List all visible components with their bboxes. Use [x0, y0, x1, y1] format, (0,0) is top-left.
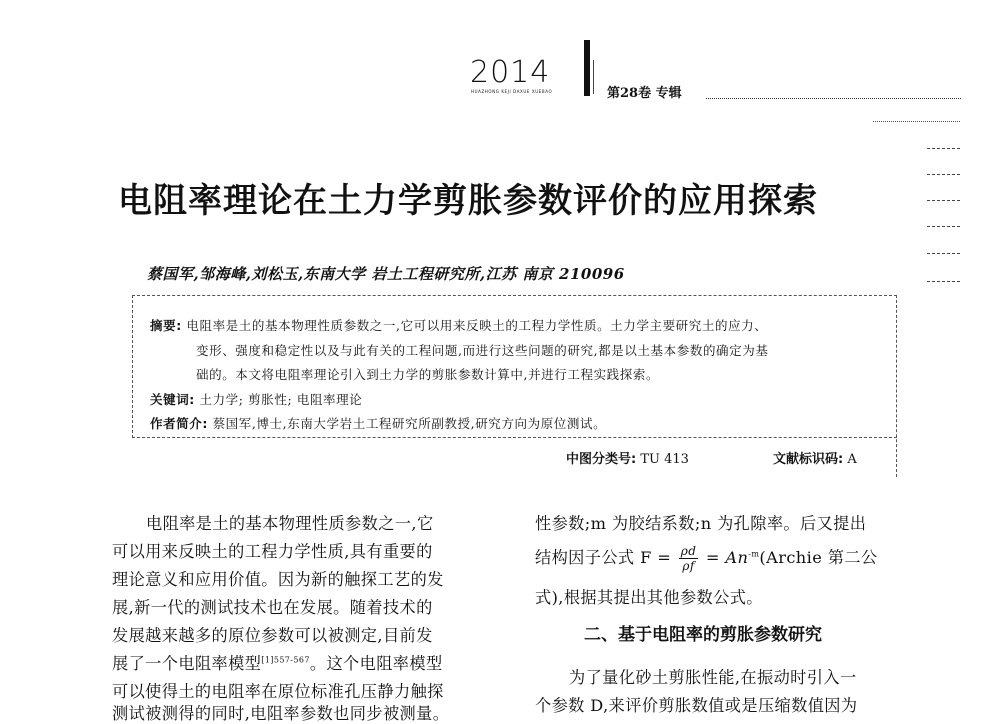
body-text: 结构因子公式 F = [535, 548, 677, 567]
margin-rule [873, 121, 960, 122]
author-bio-line [150, 414, 606, 432]
margin-dash [927, 148, 960, 149]
header-bar [584, 40, 590, 96]
abstract-line-1 [150, 316, 767, 334]
body-line: 个参数 D,来评价剪胀数值或是压缩数值因为 [535, 696, 858, 715]
margin-dash [927, 253, 960, 254]
body-text: 。这个电阻率模型 [309, 654, 443, 673]
margin-dash [927, 200, 960, 201]
abstract-line-3: 础的。本文将电阻率理论引入到土力学的剪胀参数计算中,并进行工程实践探索。 [196, 367, 660, 382]
body-line: 可以用来反映土的工程力学性质,具有重要的 [112, 542, 433, 561]
body-line: 可以使得土的电阻率在原位标准孔压静力触探 [112, 682, 444, 701]
body-line: 理论意义和应用价值。因为新的触探工艺的发 [112, 570, 444, 589]
margin-dash [927, 226, 960, 227]
body-line: 展,新一代的测试技术也在发展。随着技术的 [112, 598, 433, 617]
formula-line [535, 544, 878, 573]
doc-code-value: A [847, 452, 857, 467]
doc-code-label: 文献标识码: [773, 452, 844, 467]
abstract-text: 电阻率是土的基本物理性质参数之一,它可以用来反映土的工程力学性质。土力学主要研究土的应力、 [186, 318, 768, 333]
body-line: 性参数;m 为胶结系数;n 为孔隙率。后又提出 [535, 514, 867, 533]
body-line: 电阻率是土的基本物理性质参数之一,它 [146, 514, 434, 533]
abstract-label: 摘要: [150, 318, 182, 333]
body-text: 展了一个电阻率模型 [112, 654, 262, 673]
clc-value: TU 413 [640, 452, 689, 467]
formula-numerator: ρd [680, 544, 697, 558]
abstract-box-edge [896, 295, 897, 477]
bio-label: 作者简介: [150, 416, 208, 431]
author-bio: 蔡国军,博士,东南大学岩土工程研究所副教授,研究方向为原位测试。 [212, 416, 607, 431]
section-heading: 二、基于电阻率的剪胀参数研究 [584, 625, 822, 645]
body-line: 发展越来越多的原位参数可以被测定,目前发 [112, 626, 433, 645]
formula-denominator: ρf [682, 559, 695, 573]
volume-label: 第28卷 专辑 [607, 86, 682, 101]
clc-number [566, 448, 689, 467]
body-line: 为了量化砂土剪胀性能,在振动时引入一 [569, 668, 857, 687]
margin-dash [927, 174, 960, 175]
keywords: 土力学; 剪胀性; 电阻率理论 [199, 392, 363, 407]
margin-dash [927, 281, 960, 282]
abstract-line-2: 变形、强度和稳定性以及与此有关的工程问题,而进行这些问题的研究,都是以土基本参数的确定为基 [196, 343, 769, 358]
header-bar-thin [593, 60, 594, 94]
body-line: 式),根据其提出其他参数公式。 [535, 588, 763, 607]
header-rule [706, 98, 961, 99]
author-affiliation: 蔡国军,邹海峰,刘松玉,东南大学 岩土工程研究所,江苏 南京 210096 [147, 265, 625, 283]
formula-fraction [679, 544, 699, 573]
body-line [112, 650, 443, 674]
journal-year: 2014 [470, 55, 551, 90]
formula-exponent: -m [748, 549, 760, 559]
document-code [773, 448, 857, 467]
paper-title: 电阻率理论在土力学剪胀参数评价的应用探索 [118, 181, 818, 221]
formula-text: = An [700, 548, 749, 567]
body-text: (Archie 第二公 [759, 548, 878, 567]
keywords-label: 关键词: [150, 392, 195, 407]
keywords-line [150, 390, 362, 408]
clc-label: 中图分类号: [566, 452, 637, 467]
citation: [1]557-567 [261, 655, 310, 665]
journal-subtitle: HUAZHONG KEJI DAXUE XUEBAO [471, 89, 553, 94]
body-line: 测试被测得的同时,电阻率参数也同步被测量。 [112, 704, 450, 723]
